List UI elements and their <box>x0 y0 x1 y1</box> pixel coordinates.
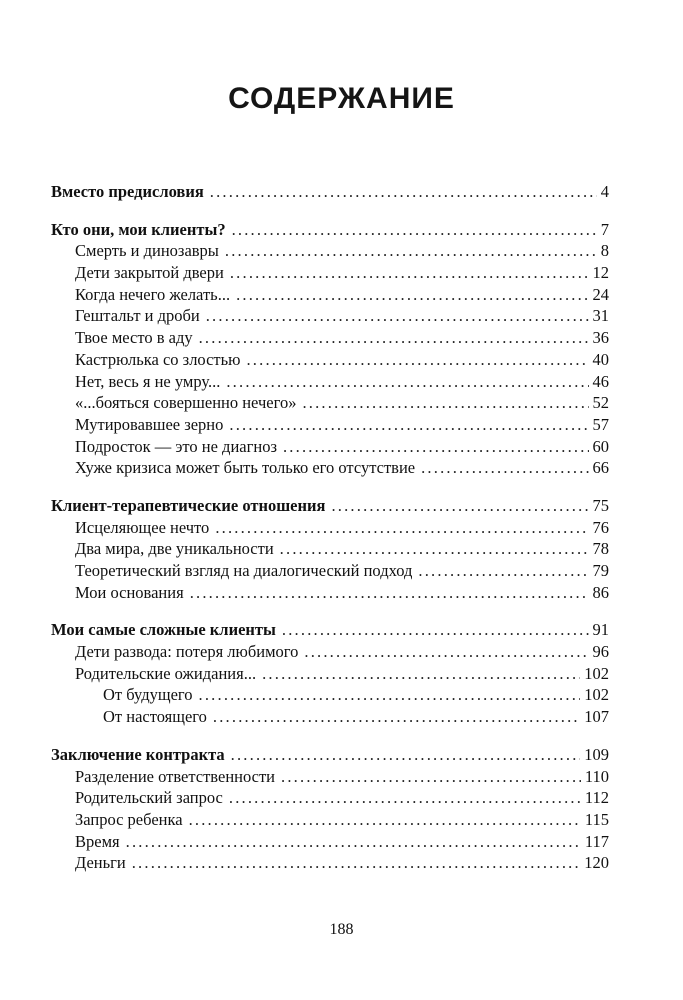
dot-leader <box>189 809 581 831</box>
dot-leader <box>229 414 588 436</box>
entry-page-number: 24 <box>592 284 609 304</box>
table-of-contents <box>0 181 683 890</box>
entry-page-number: 109 <box>584 744 609 764</box>
toc-subsection-entry <box>0 684 609 706</box>
entry-page-number: 8 <box>600 241 609 261</box>
entry-title: Родительский запрос <box>75 788 223 808</box>
toc-subsection-entry <box>0 852 609 874</box>
toc-subsection-entry <box>0 349 609 371</box>
toc-chapter-entry <box>0 495 609 517</box>
toc-subsection-entry <box>0 436 609 458</box>
entry-title: Теоретический взгляд на диалогический подход <box>75 561 413 580</box>
toc-subsection-entry <box>0 371 609 393</box>
toc-subsection-entry <box>0 457 609 479</box>
entry-title: Мутировавшее зерно <box>75 414 224 434</box>
toc-chapter-entry <box>0 744 609 766</box>
toc-section <box>0 744 683 874</box>
entry-title: Хуже кризиса может быть только его отсутствие <box>75 458 416 478</box>
toc-subsection-entry <box>0 240 609 262</box>
toc-subsection-entry <box>0 517 609 539</box>
entry-title: Нет, весь я не умру... <box>75 371 221 391</box>
dot-leader <box>232 219 597 241</box>
toc-section <box>0 181 683 203</box>
toc-section <box>0 619 683 727</box>
toc-subsection-entry <box>0 766 609 788</box>
dot-leader <box>304 641 588 663</box>
entry-title: Клиент-терапевтические отношения <box>51 495 326 515</box>
entry-title: Вместо предисловия <box>51 182 204 201</box>
entry-title: Мои основания <box>75 582 184 602</box>
entry-page-number: 107 <box>584 707 609 727</box>
dot-leader <box>226 371 588 393</box>
dot-leader <box>225 240 597 262</box>
toc-subsection-entry <box>0 663 609 685</box>
entry-page-number: 76 <box>592 517 609 537</box>
toc-chapter-entry <box>0 181 609 203</box>
dot-leader <box>231 744 581 766</box>
entry-title: Разделение ответственности <box>75 766 276 786</box>
entry-title: Гештальт и дроби <box>75 306 200 326</box>
entry-title: Мои самые сложные клиенты <box>51 620 276 640</box>
entry-page-number: 31 <box>592 306 609 326</box>
dot-leader <box>418 560 588 582</box>
entry-title: Смерть и динозавры <box>75 241 219 261</box>
entry-page-number: 4 <box>600 182 609 201</box>
entry-title: Заключение контракта <box>51 744 225 764</box>
entry-page-number: 91 <box>592 620 609 640</box>
entry-page-number: 40 <box>592 349 609 369</box>
entry-page-number: 86 <box>592 582 609 602</box>
entry-title: Подросток — это не диагноз <box>75 436 277 456</box>
toc-subsection-entry <box>0 787 609 809</box>
entry-page-number: 60 <box>592 436 609 456</box>
entry-page-number: 75 <box>592 495 609 515</box>
entry-title: Время <box>75 831 120 851</box>
entry-page-number: 46 <box>592 371 609 391</box>
toc-subsection-entry <box>0 560 609 582</box>
dot-leader <box>262 663 580 685</box>
toc-section <box>0 219 683 479</box>
entry-page-number: 12 <box>592 263 609 283</box>
entry-page-number: 117 <box>584 831 609 851</box>
entry-title: Два мира, две уникальности <box>75 539 274 559</box>
entry-page-number: 112 <box>584 788 609 808</box>
entry-page-number: 115 <box>584 809 609 829</box>
dot-leader <box>302 392 588 414</box>
entry-title: Дети развода: потеря любимого <box>75 642 299 662</box>
toc-subsection-entry <box>0 392 609 414</box>
entry-title: От настоящего <box>103 707 207 727</box>
dot-leader <box>236 284 588 306</box>
entry-page-number: 96 <box>592 642 609 662</box>
entry-page-number: 7 <box>600 219 609 239</box>
entry-title: Деньги <box>75 853 126 873</box>
entry-page-number: 110 <box>584 766 609 786</box>
entry-page-number: 102 <box>584 685 609 705</box>
toc-subsection-entry <box>0 641 609 663</box>
entry-page-number: 79 <box>592 561 609 580</box>
toc-subsection-entry <box>0 262 609 284</box>
entry-title: Кто они, мои клиенты? <box>51 219 226 239</box>
dot-leader <box>199 327 589 349</box>
entry-page-number: 102 <box>584 663 609 683</box>
toc-subsection-entry <box>0 305 609 327</box>
dot-leader <box>213 706 580 728</box>
toc-chapter-entry <box>0 219 609 241</box>
dot-leader <box>132 852 581 874</box>
dot-leader <box>206 305 589 327</box>
dot-leader <box>215 517 588 539</box>
toc-subsection-entry <box>0 831 609 853</box>
entry-title: Когда нечего желать... <box>75 284 231 304</box>
dot-leader <box>210 181 597 203</box>
entry-title: Запрос ребенка <box>75 809 183 829</box>
toc-subsection-entry <box>0 284 609 306</box>
dot-leader <box>281 766 581 788</box>
toc-subsection-entry <box>0 582 609 604</box>
entry-title: «...бояться совершенно нечего» <box>75 393 297 413</box>
toc-subsection-entry <box>0 327 609 349</box>
toc-subsection-entry <box>0 706 609 728</box>
page-number: 188 <box>329 921 354 938</box>
entry-page-number: 66 <box>592 458 609 478</box>
entry-title: Твое место в аду <box>75 328 193 348</box>
dot-leader <box>282 619 589 641</box>
toc-subsection-entry <box>0 414 609 436</box>
dot-leader <box>421 457 588 479</box>
toc-section <box>0 495 683 603</box>
dot-leader <box>331 495 588 517</box>
dot-leader <box>126 831 581 853</box>
dot-leader <box>246 349 588 371</box>
entry-title: От будущего <box>103 685 193 705</box>
entry-page-number: 120 <box>584 853 609 873</box>
dot-leader <box>190 582 589 604</box>
entry-title: Родительские ожидания... <box>75 663 257 683</box>
toc-chapter-entry <box>0 619 609 641</box>
dot-leader <box>283 436 589 458</box>
entry-page-number: 78 <box>592 539 609 559</box>
toc-subsection-entry <box>0 809 609 831</box>
dot-leader <box>229 787 581 809</box>
entry-title: Кастрюлька со злостью <box>75 349 241 369</box>
entry-page-number: 36 <box>592 328 609 348</box>
page-title: СОДЕРЖАНИЕ <box>228 82 455 115</box>
entry-title: Исцеляющее нечто <box>75 517 210 537</box>
dot-leader <box>199 684 581 706</box>
dot-leader <box>230 262 589 284</box>
entry-page-number: 52 <box>592 393 609 413</box>
entry-title: Дети закрытой двери <box>75 263 224 283</box>
entry-page-number: 57 <box>592 414 609 434</box>
dot-leader <box>280 538 589 560</box>
toc-subsection-entry <box>0 538 609 560</box>
